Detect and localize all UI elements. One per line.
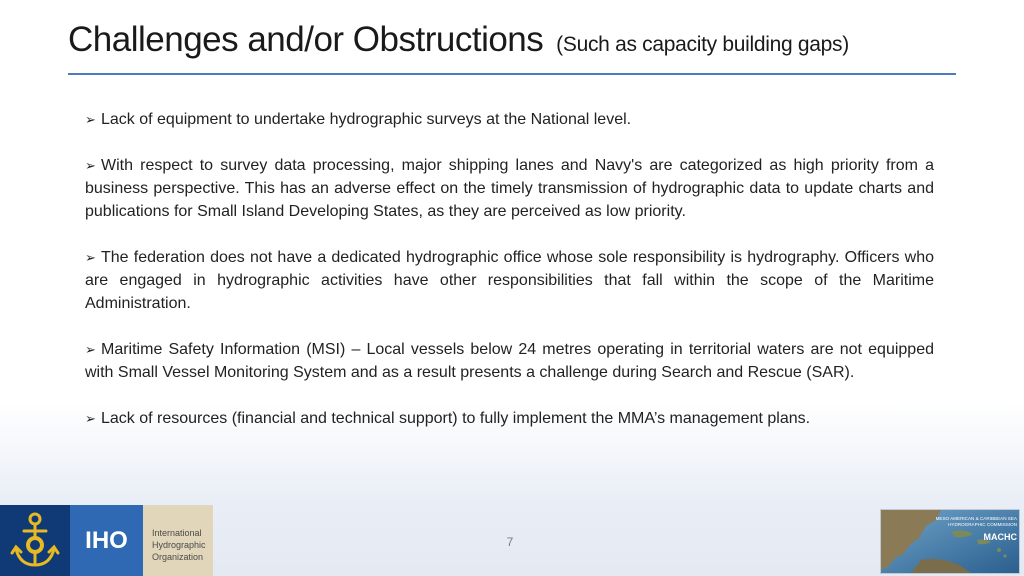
footer-bar bbox=[0, 505, 1024, 576]
arrow-bullet-icon: ➢ bbox=[85, 250, 96, 265]
bullet-item bbox=[85, 154, 934, 223]
bullet-text: Lack of equipment to undertake hydrographic surveys at the National level. bbox=[101, 111, 632, 128]
iho-emblem bbox=[0, 505, 70, 576]
arrow-bullet-icon: ➢ bbox=[85, 411, 96, 426]
arrow-bullet-icon: ➢ bbox=[85, 342, 96, 357]
title-underline bbox=[68, 73, 956, 75]
org-name-line: Organization bbox=[152, 552, 204, 562]
bullet-item bbox=[85, 246, 934, 315]
slide-title bbox=[68, 20, 849, 60]
machc-text-line: MESO AMERICAN & CARIBBEAN SEA bbox=[935, 516, 1017, 521]
bullet-item bbox=[85, 108, 934, 131]
org-name-line: Hydrographic bbox=[152, 540, 206, 550]
region-map-icon bbox=[881, 510, 1019, 573]
bullet-item bbox=[85, 407, 934, 430]
bullet-item bbox=[85, 338, 934, 384]
iho-logo: IHO bbox=[70, 505, 143, 576]
machc-logo bbox=[880, 509, 1020, 574]
arrow-bullet-icon: ➢ bbox=[85, 158, 96, 173]
iho-organization-name bbox=[143, 505, 213, 576]
bullet-text: The federation does not have a dedicated hydrographic office whose sole responsibility is hydrography. Officers who are engaged in hydrographic activities have other responsibilities that fall within the scope of the Maritime Administration. bbox=[85, 249, 934, 312]
arrow-bullet-icon: ➢ bbox=[85, 112, 96, 127]
bullet-text: Maritime Safety Information (MSI) – Local vessels below 24 metres operating in territorial waters are not equipped with Small Vessel Monitoring System and as a result presents a challenge during Search and Rescue (SAR). bbox=[85, 341, 934, 381]
bullet-list bbox=[85, 108, 934, 453]
page-number: 7 bbox=[506, 535, 514, 549]
machc-text-line: HYDROGRAPHIC COMMISSION bbox=[948, 522, 1017, 527]
machc-acronym: MACHC bbox=[983, 532, 1017, 542]
title-subtitle: (Such as capacity building gaps) bbox=[556, 33, 849, 56]
bullet-text: Lack of resources (financial and technical support) to fully implement the MMA’s management plans. bbox=[101, 410, 811, 427]
anchor-icon bbox=[0, 505, 70, 576]
title-main: Challenges and/or Obstructions bbox=[68, 20, 544, 59]
org-name-line: International bbox=[152, 528, 202, 538]
bullet-text: With respect to survey data processing, major shipping lanes and Navy's are categorized as high priority from a business perspective. This has an adverse effect on the timely transmission of hydrographic data to update charts and publications for Small Island Developing States, as they are perceived as low priority. bbox=[85, 157, 934, 220]
